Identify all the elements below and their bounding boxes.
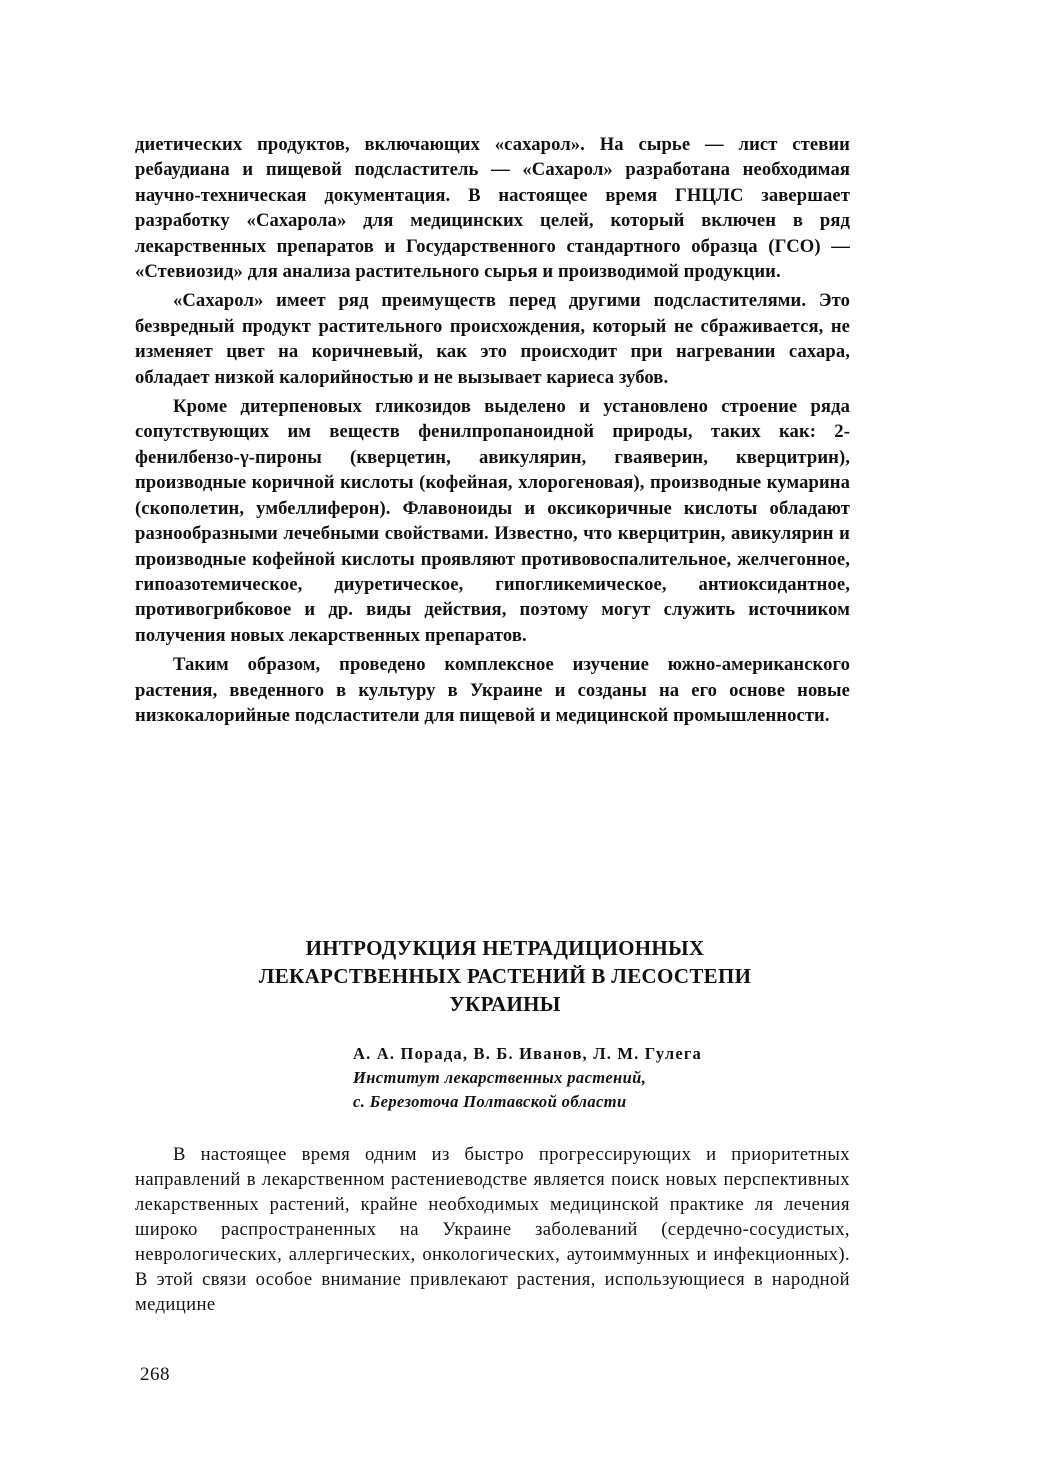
article-title [180,934,830,1018]
institution-name: Институт лекарственных растений, [353,1068,647,1087]
bottom-text-block [135,1142,850,1317]
article-title-line: УКРАИНЫ [449,992,561,1016]
paragraph-conclusion: Таким образом, проведено комплексное изучение южно-американского растения, введенного в культуру в Украине и созданы на его основе новые низкокалорийные подсластители для пищевой и медицинской промышленности. [135,654,850,726]
top-text-block [135,132,850,732]
article-title-line: ИНТРОДУКЦИЯ НЕТРАДИЦИОННЫХ [305,936,705,960]
paragraph-continuation: диетических продуктов, включающих «сахарол». На сырье — лист стевии ребаудиана и пищевой подсластитель — «Сахарол» разработана необходимая научно-техническая документация. В настоящее время ГНЦЛС завершает разработку «Сахарола» для медицинских целей, который включен в ряд лекарственных препаратов и Государственного стандартного образца (ГСО) — «Стевиозид» для анализа растительного сырья и производимой продукции. [135,134,850,283]
paragraph-saharol-advantages: «Сахарол» имеет ряд преимуществ перед другими подсластителями. Это безвредный продукт растительного происхождения, который не сбраживается, не изменяет цвет на коричневый, как это происходит при нагревании сахара, обладает низкой калорийностью и не вызывает кариеса зубов. [135,290,850,388]
article-title-line: ЛЕКАРСТВЕННЫХ РАСТЕНИЙ В ЛЕСОСТЕПИ [258,964,752,988]
page-number: 268 [140,1364,170,1385]
institution-location: с. Березоточа Полтавской области [353,1092,627,1111]
author-names: А. А. Порада, В. Б. Иванов, Л. М. Гулега [353,1044,703,1063]
paragraph-glycosides: Кроме дитерпеновых гликозидов выделено и установлено строение ряда сопутствующих им веществ фенилпропаноидной природы, таких как: 2-фенилбензо-γ-пироны (кверцетин, авикулярин, гваяверин, кверцитрин), производные коричной кислоты (кофейная, хлорогеновая), производные кумарина (скополетин, умбеллиферон). Флавоноиды и оксикоричные кислоты обладают разнообразными лечебными свойствами. Известно, что кверцитрин, авикулярин и производные кофейной кислоты проявляют противовоспалительное, желчегонное, гипоазотемическое, диуретическое, гипогликемическое, антиоксидантное, противогрибковое и др. виды действия, поэтому могут служить источником получения новых лекарственных препаратов. [135,396,850,646]
author-block [353,1042,833,1114]
paragraph-introduction: В настоящее время одним из быстро прогрессирующих и приоритетных направлений в лекарственном растениеводстве является поиск новых перспективных лекарственных растений, крайне необходимых медицинской практике ля лечения широко распространенных на Украине заболеваний (сердечно-сосудистых, неврологических, аллергических, онкологических, аутоиммунных и инфекционных). В этой связи особое внимание привлекают растения, использующиеся в народной медицине [135,1144,850,1315]
